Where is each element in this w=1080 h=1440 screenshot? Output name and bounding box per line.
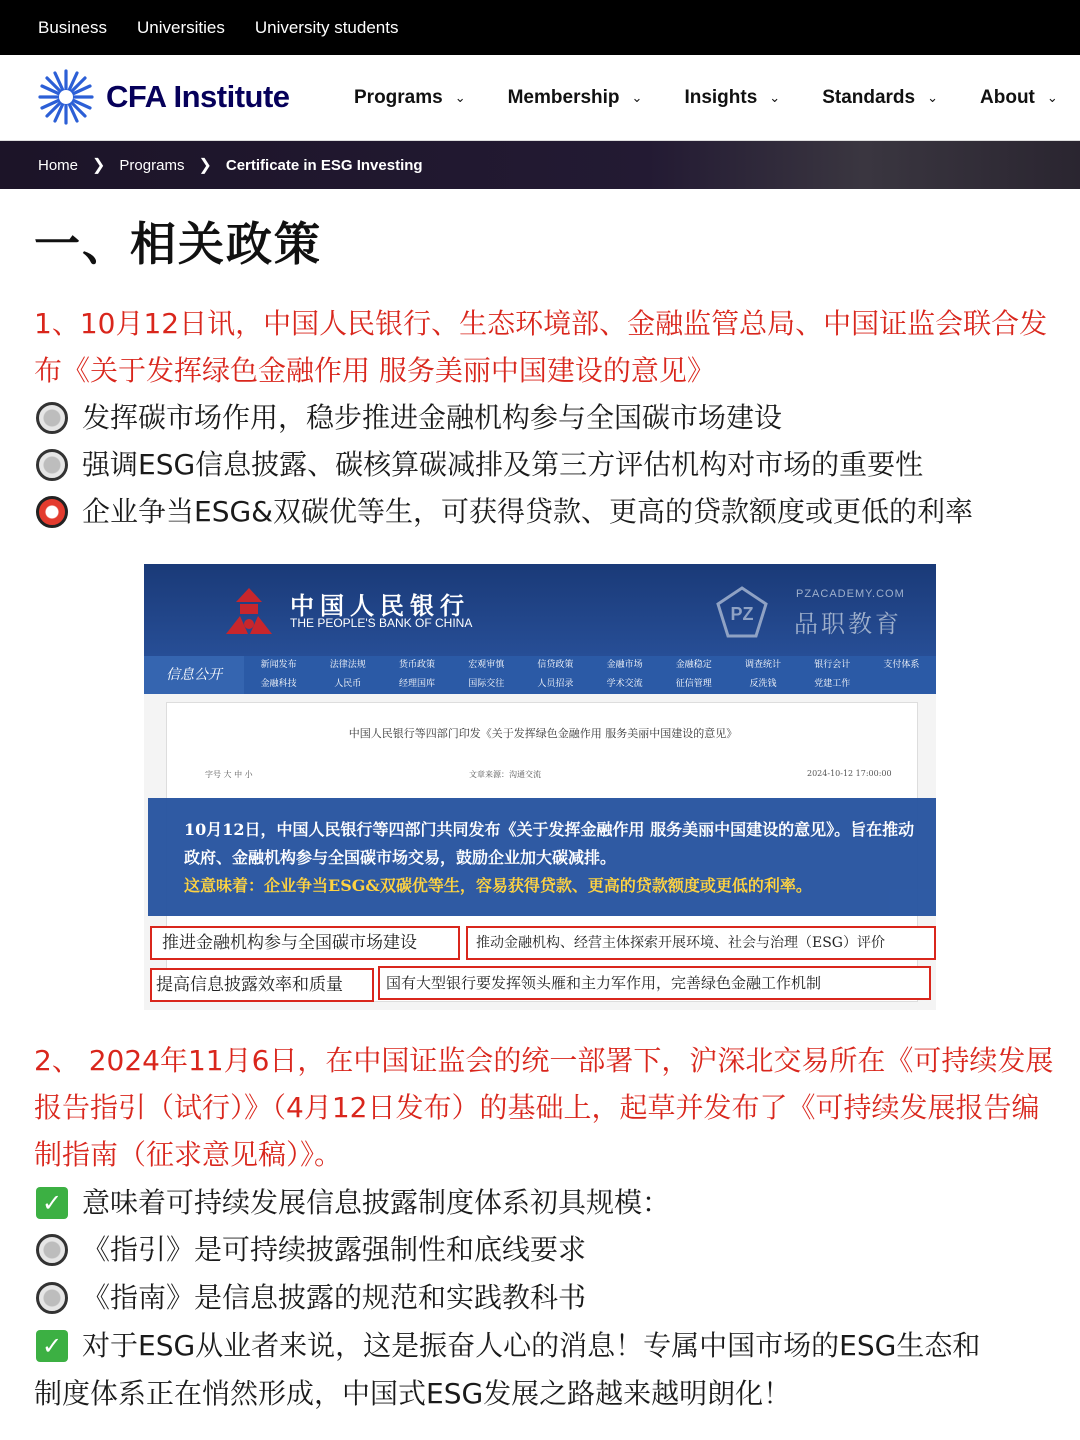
menu-item[interactable]: 人民币 [334, 679, 362, 689]
menu-item[interactable]: 货币政策 [398, 660, 435, 670]
menu-item[interactable]: 征信管理 [675, 679, 712, 689]
bullet-text: 企业争当ESG&双碳优等生，可获得贷款、更高的贷款额度或更低的利率 [82, 495, 973, 528]
topbar-link-university-students[interactable]: University students [254, 17, 399, 37]
menu-item[interactable]: 反洗钱 [749, 679, 777, 689]
menu-item[interactable]: 支付体系 [883, 660, 920, 670]
highlight-box: 推进金融机构参与全国碳市场建设 [150, 926, 460, 960]
section1-bullet [36, 398, 782, 438]
radio-bullet-icon [36, 449, 68, 481]
topbar-link-business[interactable]: Business [38, 17, 107, 37]
nav-label: Membership [507, 87, 620, 108]
item-text: 《指南》是信息披露的规范和实践教科书 [82, 1281, 587, 1314]
watermark-url: PZACADEMY.COM [796, 588, 905, 600]
overlay-text [184, 816, 919, 900]
chevron-down-icon: ⌄ [454, 90, 466, 105]
check-mark-icon: ✓ [36, 1187, 68, 1219]
nav-label: Programs [354, 87, 443, 108]
section2-item [36, 1183, 670, 1223]
cfa-star-logo-icon [36, 67, 96, 127]
logo-text: CFA Institute [106, 79, 290, 114]
menu-grid [244, 656, 936, 694]
pboc-emblem-icon [222, 584, 276, 638]
topbar-link-universities[interactable]: Universities [136, 17, 225, 37]
item-text: 《指引》是可持续披露强制性和底线要求 [82, 1233, 587, 1266]
menu-item[interactable]: 学术交流 [606, 679, 643, 689]
highlight-box: 推动金融机构、经营主体探索开展环境、社会与治理（ESG）评价 [466, 926, 936, 960]
menu-item[interactable]: 金融稳定 [675, 660, 712, 670]
menu-item[interactable]: 新闻发布 [260, 660, 297, 670]
section2-closing [36, 1326, 980, 1366]
check-mark-icon: ✓ [36, 1330, 68, 1362]
doc-source: 文章来源：沟通交流 [469, 770, 541, 779]
closing-text: 制度体系正在悄然形成，中国式ESG发展之路越来越明朗化！ [34, 1377, 792, 1410]
item-text: 意味着可持续发展信息披露制度体系初具规模： [82, 1186, 671, 1219]
pboc-header [144, 564, 936, 656]
site-header [0, 55, 1080, 141]
doc-date: 2024-10-12 17:00:00 [807, 769, 892, 778]
chevron-right-icon: ❯ [92, 157, 106, 174]
breadcrumb-programs[interactable]: Programs [119, 156, 185, 174]
chevron-down-icon: ⌄ [927, 90, 939, 105]
pboc-name-cn: 中国人民银行 [290, 591, 470, 620]
overlay-summary: 10月12日，中国人民银行等四部门共同发布《关于发挥金融作用 服务美丽中国建设的意见》。旨在推动政府、金融机构参与全国碳市场交易，鼓励企业加大碳减排。 [184, 820, 915, 867]
nav-label: Standards [822, 87, 916, 108]
menu-item[interactable]: 法律法规 [329, 660, 366, 670]
pboc-screenshot [144, 564, 936, 1010]
nav-label: Insights [684, 87, 758, 108]
section2-item [36, 1230, 586, 1270]
menu-item[interactable]: 宏观审慎 [468, 660, 505, 670]
section2-closing-continued [34, 1374, 791, 1414]
section2-title: 2、 2024年11月6日，在中国证监会的统一部署下，沪深北交易所在《可持续发展报告指引（试行）》（4月12日发布）的基础上，起草并发布了《可持续发展报告编制指南（征求意见稿）》。 [34, 1044, 1054, 1171]
menu-item[interactable]: 金融市场 [606, 660, 643, 670]
pboc-name-en: THE PEOPLE'S BANK OF CHINA [290, 616, 473, 630]
menu-item[interactable]: 人员招录 [537, 679, 574, 689]
nav-membership[interactable] [508, 87, 643, 109]
breadcrumb [0, 141, 1080, 189]
main-nav [354, 55, 1080, 141]
pz-watermark-logo-icon [714, 584, 770, 640]
nav-about[interactable] [980, 87, 1058, 109]
menu-item[interactable]: 金融科技 [260, 679, 297, 689]
menu-item[interactable]: 银行会计 [814, 660, 851, 670]
breadcrumb-current: Certificate in ESG Investing [225, 156, 423, 174]
chevron-down-icon: ⌄ [631, 90, 643, 105]
highlight-box: 国有大型银行要发挥领头雁和主力军作用，完善绿色金融工作机制 [378, 966, 931, 1000]
section1-bullet [36, 492, 973, 532]
menu-item[interactable]: 国际交往 [468, 679, 505, 689]
menu-item[interactable]: 经理国库 [398, 679, 435, 689]
pboc-menu [144, 656, 936, 694]
svg-text:PZ: PZ [730, 604, 754, 624]
section1-title: 1、10月12日讯，中国人民银行、生态环境部、金融监管总局、中国证监会联合发布《关于发挥绿色金融作用 服务美丽中国建设的意见》 [34, 307, 1048, 387]
chevron-down-icon: ⌄ [769, 90, 781, 105]
menu-item[interactable]: 信贷政策 [537, 660, 574, 670]
nav-programs[interactable] [354, 87, 466, 109]
section2-item [36, 1278, 586, 1318]
doc-title: 中国人民银行等四部门印发《关于发挥绿色金融作用 服务美丽中国建设的意见》 [348, 727, 738, 740]
radio-bullet-icon [36, 402, 68, 434]
radio-bullet-icon [36, 1282, 68, 1314]
top-utility-bar [0, 0, 1080, 55]
highlight-box: 提高信息披露效率和质量 [150, 968, 374, 1002]
summary-overlay [148, 798, 936, 916]
cfa-logo[interactable] [36, 67, 290, 127]
breadcrumb-home[interactable]: Home [38, 156, 79, 174]
menu-title: 信息公开 [144, 656, 244, 694]
section1-bullet [36, 445, 923, 485]
menu-item [867, 675, 936, 694]
nav-insights[interactable] [684, 87, 780, 109]
bullet-text: 强调ESG信息披露、碳核算碳减排及第三方评估机构对市场的重要性 [82, 448, 924, 481]
chevron-down-icon: ⌄ [1046, 90, 1058, 105]
chevron-right-icon: ❯ [198, 157, 212, 174]
bullet-text: 发挥碳市场作用，稳步推进金融机构参与全国碳市场建设 [82, 401, 783, 434]
nav-label: About [980, 87, 1035, 108]
menu-item[interactable]: 调查统计 [744, 660, 781, 670]
red-radio-bullet-icon [36, 496, 68, 528]
overlay-highlight: 这意味着：企业争当ESG&双碳优等生，容易获得贷款、更高的贷款额度或更低的利率。 [184, 876, 812, 895]
closing-text: 对于ESG从业者来说，这是振奋人心的消息！专属中国市场的ESG生态和 [82, 1329, 981, 1362]
page-heading: 一、相关政策 [34, 217, 322, 271]
doc-font-size[interactable]: 字号 大 中 小 [205, 770, 253, 779]
radio-bullet-icon [36, 1234, 68, 1266]
watermark-name: 品职教育 [794, 610, 902, 638]
nav-standards[interactable] [822, 87, 938, 109]
menu-item[interactable]: 党建工作 [814, 679, 851, 689]
